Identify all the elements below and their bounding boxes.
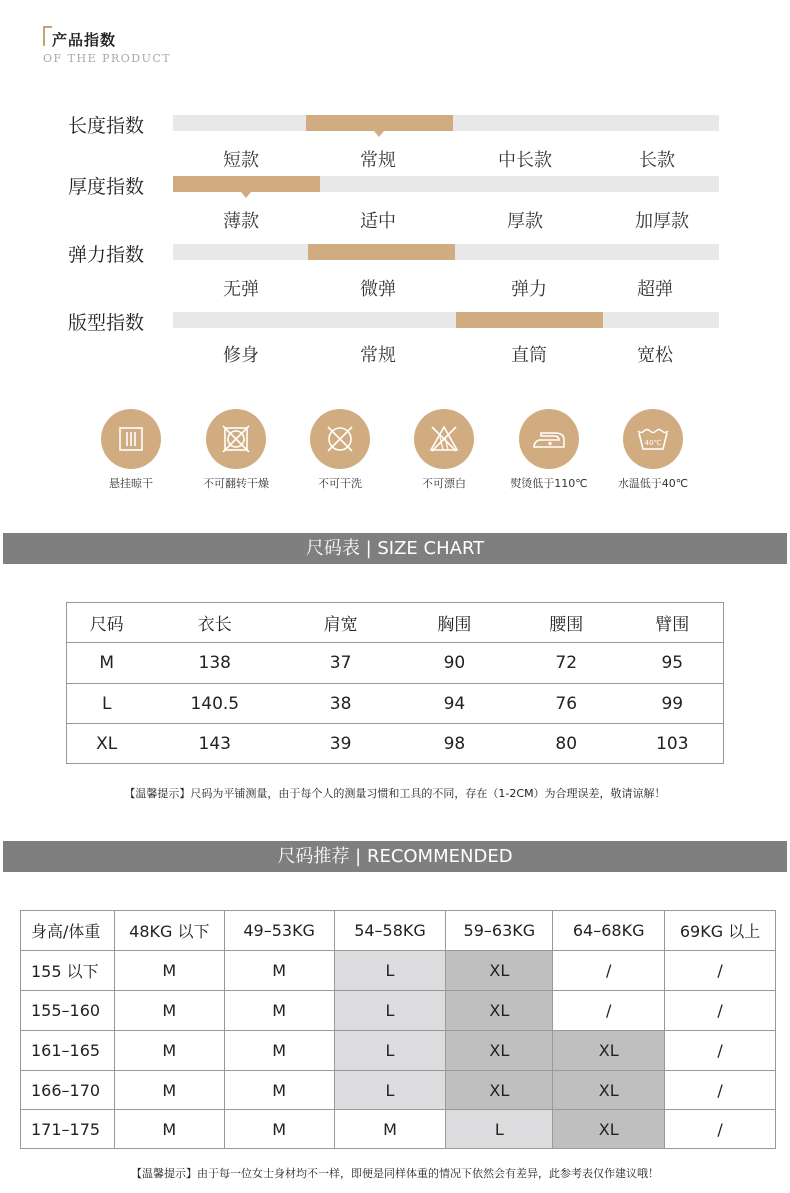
table-cell: 166–170 [21, 1071, 115, 1110]
table-row [67, 684, 724, 724]
table-row [21, 1071, 776, 1110]
recommended-table [20, 910, 776, 1149]
table-cell: M [114, 1071, 224, 1110]
care-label: 熨烫低于110℃ [510, 477, 588, 490]
table-header-cell: 尺码 [67, 603, 147, 643]
index-option: 加厚款 [635, 211, 689, 232]
wash-temp-label: 40℃ [644, 439, 662, 447]
table-header-row [21, 911, 776, 951]
table-cell: 140.5 [146, 684, 283, 724]
care-label: 不可漂白 [422, 477, 466, 490]
table-cell: 72 [511, 643, 622, 684]
index-track-length [173, 115, 719, 131]
index-option: 微弹 [360, 279, 396, 300]
table-cell: M [224, 1110, 334, 1149]
index-option: 弹力 [511, 279, 547, 300]
care-label: 悬挂晾干 [109, 477, 153, 490]
table-cell: / [665, 1071, 776, 1110]
table-cell: / [665, 1031, 776, 1071]
table-cell: / [665, 951, 776, 991]
table-header-cell: 49–53KG [224, 911, 334, 951]
index-label-fit: 版型指数 [68, 312, 145, 334]
table-cell: M [224, 1031, 334, 1071]
index-track-elasticity [173, 244, 719, 260]
index-option: 宽松 [637, 345, 673, 366]
table-cell: XL [446, 951, 553, 991]
table-cell: M [67, 643, 147, 684]
no-bleach-icon [414, 409, 474, 469]
table-cell: M [114, 1110, 224, 1149]
table-header-cell: 59–63KG [446, 911, 553, 951]
table-cell: L [67, 684, 147, 724]
table-cell: / [553, 991, 665, 1031]
index-option: 无弹 [223, 279, 259, 300]
table-header-cell: 64–68KG [553, 911, 665, 951]
table-cell: 98 [398, 724, 511, 764]
table-cell: M [114, 951, 224, 991]
table-cell: M [114, 1031, 224, 1071]
index-selected-marker [308, 244, 455, 260]
table-cell: / [553, 951, 665, 991]
index-selected-marker [173, 176, 320, 192]
table-cell: XL [553, 1110, 665, 1149]
table-cell: 143 [146, 724, 283, 764]
index-option: 中长款 [498, 150, 552, 171]
index-track-fit [173, 312, 719, 328]
index-option: 超弹 [637, 279, 673, 300]
table-cell: M [224, 991, 334, 1031]
recommended-banner: 尺码推荐 | RECOMMENDED [3, 841, 787, 872]
table-row [21, 951, 776, 991]
table-row [21, 991, 776, 1031]
table-header-cell: 胸围 [398, 603, 511, 643]
care-label: 不可干洗 [318, 477, 362, 490]
table-header-cell: 48KG 以下 [114, 911, 224, 951]
table-header-cell: 69KG 以上 [665, 911, 776, 951]
header-bracket-decoration [43, 26, 52, 46]
index-option: 常规 [360, 345, 396, 366]
table-cell: L [334, 1031, 446, 1071]
table-cell: / [665, 991, 776, 1031]
table-cell: M [224, 951, 334, 991]
table-row [21, 1110, 776, 1149]
table-cell: 38 [283, 684, 398, 724]
table-row [67, 724, 724, 764]
table-header-cell: 衣长 [146, 603, 283, 643]
recommended-note: 【温馨提示】由于每一位女士身材均不一样，即便是同样体重的情况下依然会有差异，此参考表仅作建议哦！ [131, 1167, 659, 1180]
table-row [67, 643, 724, 684]
index-option: 厚款 [507, 211, 543, 232]
table-cell: 155 以下 [21, 951, 115, 991]
size-chart-note: 【温馨提示】尺码为平铺测量，由于每个人的测量习惯和工具的不同，存在（1-2CM）为合理误差，敬请谅解！ [124, 787, 666, 800]
table-cell: / [665, 1110, 776, 1149]
index-pointer-icon [241, 192, 251, 198]
size-chart-table [66, 602, 724, 764]
table-cell: L [334, 951, 446, 991]
section-subtitle: OF THE PRODUCT [43, 52, 172, 65]
table-cell: 90 [398, 643, 511, 684]
size-chart-banner: 尺码表 | SIZE CHART [3, 533, 787, 564]
table-header-cell: 身高/体重 [21, 911, 115, 951]
table-cell: 171–175 [21, 1110, 115, 1149]
table-header-cell: 腰围 [511, 603, 622, 643]
index-selected-marker [456, 312, 603, 328]
table-header-row [67, 603, 724, 643]
section-title: 产品指数 [52, 31, 117, 49]
index-track-thickness [173, 176, 719, 192]
table-cell: M [224, 1071, 334, 1110]
index-option: 适中 [360, 211, 396, 232]
table-cell: 39 [283, 724, 398, 764]
index-label-length: 长度指数 [68, 115, 145, 137]
table-cell: XL [446, 1071, 553, 1110]
index-pointer-icon [374, 131, 384, 137]
table-cell: XL [446, 991, 553, 1031]
table-cell: 161–165 [21, 1031, 115, 1071]
table-cell: 95 [622, 643, 724, 684]
table-cell: 80 [511, 724, 622, 764]
table-cell: L [334, 1071, 446, 1110]
index-option: 薄款 [223, 211, 259, 232]
index-option: 常规 [360, 150, 396, 171]
index-selected-marker [306, 115, 453, 131]
table-row [21, 1031, 776, 1071]
index-option: 直筒 [511, 345, 547, 366]
index-label-thickness: 厚度指数 [68, 176, 145, 198]
table-cell: XL [446, 1031, 553, 1071]
table-header-cell: 54–58KG [334, 911, 446, 951]
table-cell: M [114, 991, 224, 1031]
table-cell: XL [553, 1071, 665, 1110]
iron-low-icon [519, 409, 579, 469]
table-cell: L [334, 991, 446, 1031]
table-cell: 155–160 [21, 991, 115, 1031]
index-option: 短款 [223, 150, 259, 171]
wash-40-icon [623, 409, 683, 469]
index-label-elasticity: 弹力指数 [68, 244, 145, 266]
table-cell: 94 [398, 684, 511, 724]
table-cell: 103 [622, 724, 724, 764]
index-option: 长款 [639, 150, 675, 171]
table-header-cell: 臂围 [622, 603, 724, 643]
no-dry-clean-icon [310, 409, 370, 469]
table-cell: 99 [622, 684, 724, 724]
table-header-cell: 肩宽 [283, 603, 398, 643]
table-cell: XL [553, 1031, 665, 1071]
index-option: 修身 [223, 345, 259, 366]
hang-dry-icon [101, 409, 161, 469]
table-cell: 76 [511, 684, 622, 724]
table-cell: 37 [283, 643, 398, 684]
care-label: 不可翻转干燥 [203, 477, 269, 490]
care-label: 水温低于40℃ [617, 477, 689, 490]
table-cell: M [334, 1110, 446, 1149]
table-cell: L [446, 1110, 553, 1149]
no-tumble-dry-icon [206, 409, 266, 469]
table-cell: 138 [146, 643, 283, 684]
table-cell: XL [67, 724, 147, 764]
